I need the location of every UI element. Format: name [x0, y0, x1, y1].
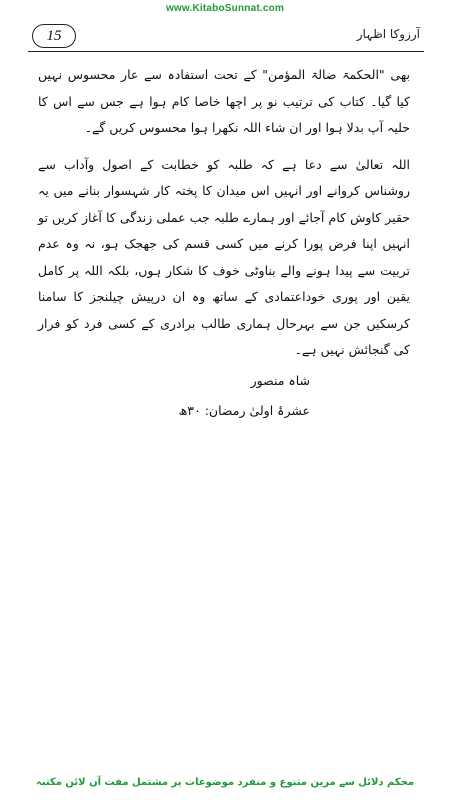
footer-tagline: محکم دلائل سے مزین متنوع و منفرد موضوعات پر مشتمل مفت آن لائن مکتبہ — [35, 777, 415, 788]
page-number-badge: 15 — [32, 24, 76, 48]
author-name: شاہ منصور — [250, 373, 310, 388]
signature-block — [179, 366, 310, 426]
site-url[interactable]: www.KitaboSunnat.com — [165, 3, 285, 14]
running-title: آرزوکا اظہار — [356, 27, 420, 41]
body-text — [38, 62, 410, 372]
paragraph-1: بھی "الحکمۃ ضالۃ المؤمن" کے تحت استفادہ سے عار محسوس نہیں کیا گیا۔ کتاب کی ترتیب نو پر اچھا خاصا کام ہوا ہے جس سے اس کا حلیہ آپ بدلا ہوا اور ان شاء اللہ نکھرا ہوا محسوس کریں گے۔ — [38, 67, 410, 135]
paragraph-2: اللہ تعالیٰ سے دعا ہے کہ طلبہ کو خطابت کے اصول وآداب سے روشناس کروانے اور انہیں اس میدان کا پختہ کار شہسوار بنانے میں یہ حقیر کاوش کام آجائے اور ہمارے طلبہ جب عملی زندگی کا آغاز کریں تو انہیں اپنا فرض پورا کرنے میں کسی قسم کی جھجک ہو، نہ وہ عدم تربیت سے پیدا ہونے والے بناوٹی خوف کا شکار ہوں، بلکہ اللہ پر کامل یقین اور پوری خوداعتمادی کے ساتھ وہ ان درپیش چیلنجز کا سامنا کرسکیں جن سے بہرحال ہماری طالب برادری کے کسی فرد کو فرار کی گنجائش نہیں ہے۔ — [38, 156, 410, 357]
signature-date: عشرۂ اولیٰ رمضان: ۳۰ھ — [178, 403, 310, 418]
header-divider — [28, 51, 424, 52]
page-header — [18, 20, 430, 54]
